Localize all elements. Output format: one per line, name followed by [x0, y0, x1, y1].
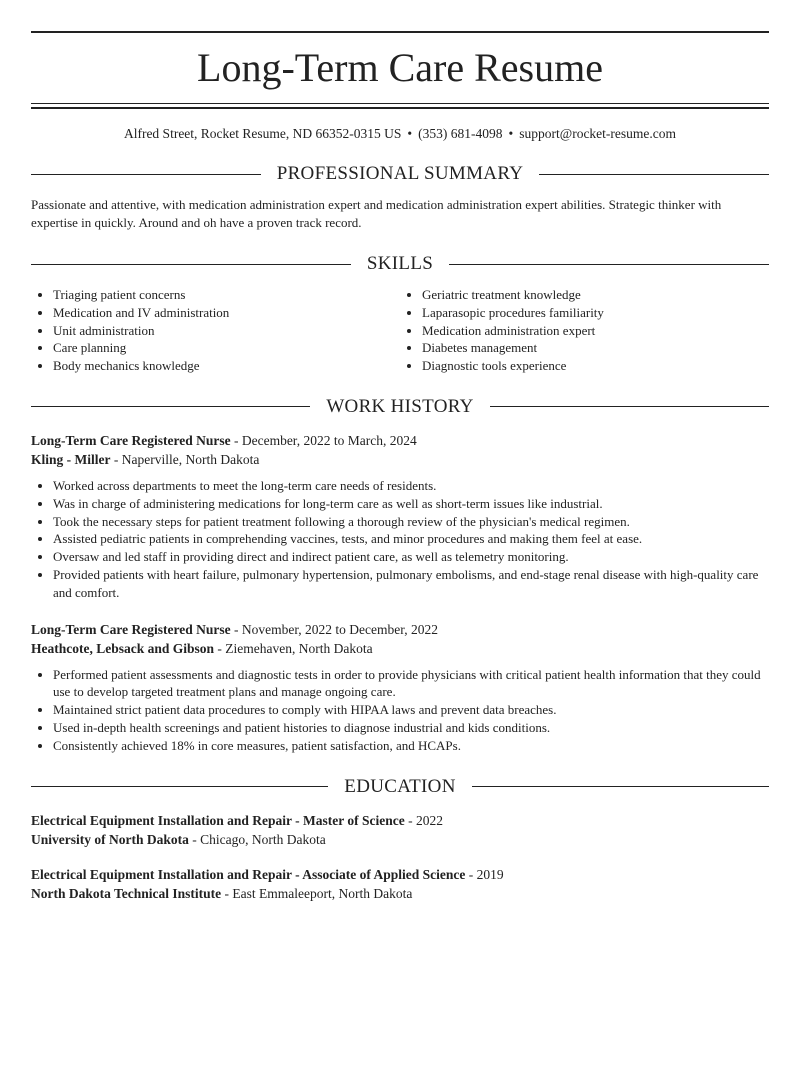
school: University of North Dakota	[31, 831, 189, 847]
job-bullet: • Maintained strict patient data procedures to comply with HIPAA laws and prevent data breaches.	[53, 701, 769, 719]
contact-line	[31, 126, 769, 142]
resume-page	[0, 31, 800, 903]
job-bullet: • Oversaw and led staff in providing direct and indirect patient care, as well as telemetry monitoring.	[53, 548, 769, 566]
section-title: PROFESSIONAL SUMMARY	[276, 163, 524, 184]
skills-column-left	[31, 286, 400, 375]
skills-list	[31, 286, 769, 375]
job-entry	[31, 431, 769, 602]
section-heading-skills	[31, 252, 769, 276]
summary-text: Passionate and attentive, with medication administration expert and medication administration expert abilities. Strategic thinker with expertise in quickly. Around and oh have a proven track record.	[31, 197, 722, 230]
degree: Electrical Equipment Installation and Repair - Associate of Applied Science	[31, 866, 466, 882]
graduation-year: - 2019	[465, 866, 504, 882]
job-entry	[31, 620, 769, 755]
job-employer: Heathcote, Lebsack and Gibson	[31, 640, 215, 656]
job-dates: - November, 2022 to December, 2022	[230, 621, 438, 637]
job-location: - Ziemehaven, North Dakota	[214, 640, 373, 656]
job-bullets	[31, 477, 769, 602]
job-title: Long-Term Care Registered Nurse	[31, 621, 231, 637]
resume-title: Long-Term Care Resume	[197, 45, 603, 90]
skill-item: • Care planning	[53, 339, 400, 357]
skill-item: • Medication and IV administration	[53, 304, 400, 322]
job-bullet: • Used in-depth health screenings and patient histories to diagnose industrial and kids conditions.	[53, 719, 769, 737]
skill-item: • Triaging patient concerns	[53, 286, 400, 304]
job-dates: - December, 2022 to March, 2024	[230, 432, 417, 448]
job-bullets	[31, 666, 769, 755]
skill-item: • Body mechanics knowledge	[53, 357, 400, 375]
section-title: WORK HISTORY	[326, 395, 474, 417]
job-bullet: • Assisted pediatric patients in comprehending vaccines, tests, and minor procedures and making them feel at ease.	[53, 530, 769, 548]
separator: •	[508, 126, 514, 141]
contact-phone: (353) 681-4098	[418, 126, 503, 141]
job-bullet: • Consistently achieved 18% in core measures, patient satisfaction, and HCAPs.	[53, 737, 769, 755]
contact-email: support@rocket-resume.com	[519, 126, 677, 141]
skills-column-right	[400, 286, 769, 375]
job-employer: Kling - Miller	[31, 451, 111, 467]
skill-item: • Medication administration expert	[422, 322, 769, 340]
degree: Electrical Equipment Installation and Repair - Master of Science	[31, 812, 405, 828]
job-location: - Naperville, North Dakota	[110, 451, 260, 467]
section-heading-education	[31, 775, 769, 799]
contact-address: Alfred Street, Rocket Resume, ND 66352-0315 US	[123, 126, 402, 141]
job-bullet: • Provided patients with heart failure, pulmonary hypertension, pulmonary embolisms, and end-stage renal disease with high-quality care and comfort.	[53, 566, 769, 602]
section-heading-summary	[31, 162, 769, 186]
school-location: - East Emmaleeport, North Dakota	[221, 885, 413, 901]
job-bullet: • Took the necessary steps for patient treatment following a thorough review of the physician's medical regimen.	[53, 513, 769, 531]
job-bullet: • Worked across departments to meet the long-term care needs of residents.	[53, 477, 769, 495]
section-heading-work	[31, 395, 769, 419]
separator: •	[407, 126, 413, 141]
skill-item: • Geriatric treatment knowledge	[422, 286, 769, 304]
graduation-year: - 2022	[404, 812, 443, 828]
job-title: Long-Term Care Registered Nurse	[31, 432, 231, 448]
school: North Dakota Technical Institute	[31, 885, 222, 901]
job-bullet: • Performed patient assessments and diagnostic tests in order to provide physicians with critical patient health information that they could use to develop targeted treatment plans and manage ongoing care.	[53, 666, 769, 702]
title-double-rule	[31, 103, 769, 109]
skill-item: • Diagnostic tools experience	[422, 357, 769, 375]
section-title: EDUCATION	[344, 775, 456, 797]
skill-item: • Laparasopic procedures familiarity	[422, 304, 769, 322]
education-entry	[31, 865, 769, 903]
skill-item: • Diabetes management	[422, 339, 769, 357]
job-bullet: • Was in charge of administering medications for long-term care as well as short-term issues like industrial.	[53, 495, 769, 513]
skill-item: • Unit administration	[53, 322, 400, 340]
school-location: - Chicago, North Dakota	[188, 831, 326, 847]
education-entry	[31, 811, 769, 849]
section-title: SKILLS	[366, 253, 434, 274]
